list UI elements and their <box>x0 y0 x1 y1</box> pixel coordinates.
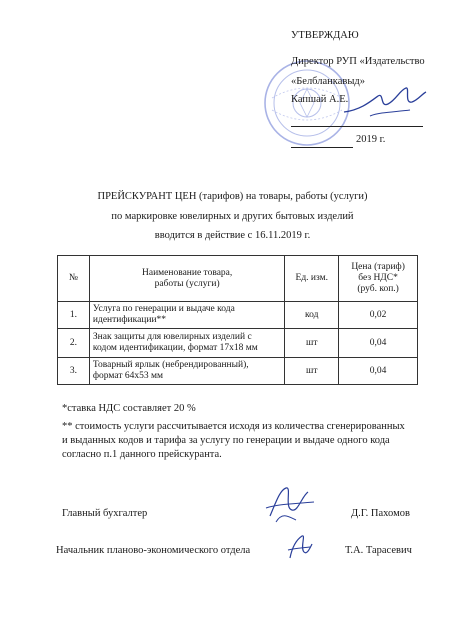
dept-head-title: Начальник планово-экономического отдела <box>56 545 251 556</box>
table-row <box>58 358 418 385</box>
row-name <box>89 329 284 358</box>
approver-name: Капшай А.Е. <box>291 94 349 105</box>
title-line-3: вводится в действие с 16.11.2019 г. <box>154 230 311 241</box>
title-line-2: по маркировке ювелирных и других бытовых изделий <box>111 211 354 222</box>
header-name-line-1: Наименование товара, <box>142 267 233 278</box>
row-num: 1. <box>58 302 90 329</box>
row-name <box>89 302 284 329</box>
dept-head-signature <box>284 530 314 564</box>
row-price: 0,04 <box>339 358 418 385</box>
row-name-line-1: Товарный ярлык (небрендированный), <box>92 360 249 370</box>
approver-signature-line <box>291 126 423 127</box>
header-price-line-3: (руб. коп.) <box>357 284 399 294</box>
row-unit: шт <box>285 329 339 358</box>
row-name-line-2: идентификации** <box>92 315 167 325</box>
header-num: № <box>58 256 90 302</box>
header-unit: Ед. изм. <box>285 256 339 302</box>
row-name-line-2: кодом идентификации, формат 17х18 мм <box>92 343 258 353</box>
approve-label: УТВЕРЖДАЮ <box>291 30 359 41</box>
title-line-1: ПРЕЙСКУРАНТ ЦЕН (тарифов) на товары, работы (услуги) <box>97 191 368 202</box>
footnote-line-2: и выданных кодов и тарифа за услугу по генерации и выдаче одного кода <box>62 435 390 446</box>
table-row <box>58 302 418 329</box>
accountant-title: Главный бухгалтер <box>62 508 148 519</box>
footnote-line-3: согласно п.1 данного прейскуранта. <box>62 449 222 460</box>
approver-line-1: Директор РУП «Издательство <box>291 56 425 67</box>
row-unit: шт <box>285 358 339 385</box>
row-name-line-1: Знак защиты для ювелирных изделий с <box>92 332 252 342</box>
row-num: 2. <box>58 329 90 358</box>
row-name-line-2: формат 64х53 мм <box>92 371 164 381</box>
director-signature <box>340 82 430 122</box>
row-price: 0,02 <box>339 302 418 329</box>
header-price-line-1: Цена (тариф) <box>351 262 405 272</box>
footnote-line-1: ** стоимость услуги рассчитывается исходя из количества сгенерированных <box>62 421 405 432</box>
table-header-row <box>58 256 418 302</box>
vat-note: *ставка НДС составляет 20 % <box>62 403 196 414</box>
row-unit: код <box>285 302 339 329</box>
row-num: 3. <box>58 358 90 385</box>
approver-line-2: «Белбланкавыд» <box>291 76 365 87</box>
row-price: 0,04 <box>339 329 418 358</box>
row-name-line-1: Услуга по генерации и выдаче кода <box>92 304 235 314</box>
row-name <box>89 358 284 385</box>
header-name <box>89 256 284 302</box>
price-table <box>57 255 418 385</box>
accountant-name: Д.Г. Пахомов <box>351 508 410 519</box>
header-price-line-2: без НДС* <box>358 273 398 283</box>
header-price <box>339 256 418 302</box>
header-name-line-2: работы (услуги) <box>154 278 220 289</box>
dept-head-name: Т.А. Тарасевич <box>345 545 412 556</box>
approval-year: 2019 г. <box>356 134 386 145</box>
accountant-signature <box>262 482 318 528</box>
table-row <box>58 329 418 358</box>
date-line <box>291 147 353 148</box>
